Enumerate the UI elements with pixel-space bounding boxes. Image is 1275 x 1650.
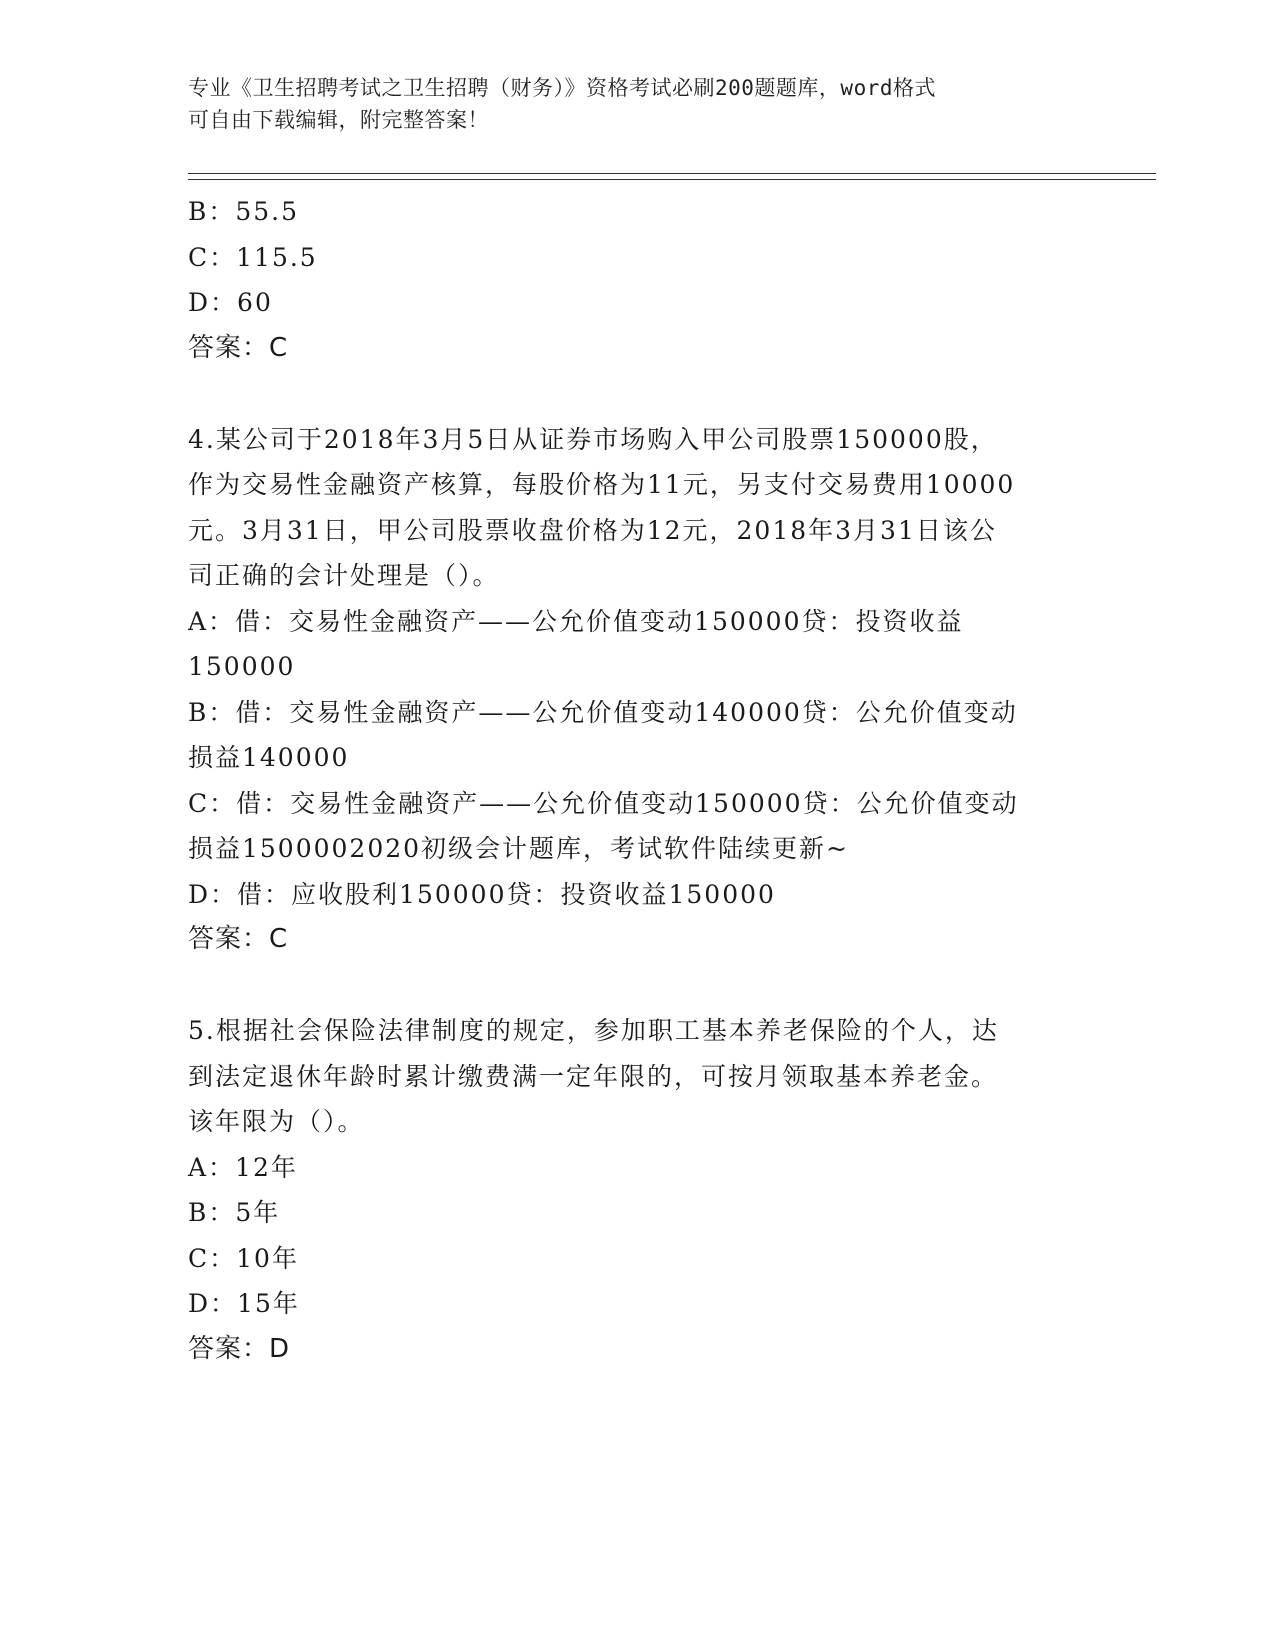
option-a-continued: 150000 bbox=[188, 652, 296, 681]
option-a: A：12年 bbox=[188, 1152, 298, 1182]
question-stem: 到法定退休年龄时累计缴费满一定年限的，可按月领取基本养老金。 bbox=[188, 1061, 999, 1091]
header-title-line-1: 专业《卫生招聘考试之卫生招聘（财务）》资格考试必刷200题题库，word格式 bbox=[188, 76, 936, 100]
option-d: D：60 bbox=[188, 288, 273, 317]
option-d: D：借：应收股利150000贷：投资收益150000 bbox=[188, 879, 776, 909]
option-b-continued: 损益140000 bbox=[188, 743, 350, 772]
option-c: C：115.5 bbox=[188, 242, 318, 272]
option-c: C：10年 bbox=[188, 1243, 299, 1273]
question-5 bbox=[188, 1008, 1088, 1372]
option-b: B：借：交易性金融资产——公允价值变动140000贷：公允价值变动 bbox=[188, 697, 1018, 727]
option-b: B：5年 bbox=[188, 1198, 281, 1227]
header-divider-top bbox=[188, 173, 1156, 174]
header-title-line-2: 可自由下载编辑，附完整答案！ bbox=[188, 108, 489, 132]
question-4 bbox=[188, 417, 1088, 963]
option-a: A：借：交易性金融资产——公允价值变动150000贷：投资收益 bbox=[188, 606, 964, 636]
option-d: D：15年 bbox=[188, 1289, 300, 1318]
question-stem: 司正确的会计处理是（）。 bbox=[188, 561, 500, 590]
option-c: C：借：交易性金融资产——公允价值变动150000贷：公允价值变动 bbox=[188, 788, 1019, 818]
option-b: B：55.5 bbox=[188, 197, 300, 226]
question-stem: 作为交易性金融资产核算，每股价格为11元，另支付交易费用10000 bbox=[188, 470, 1016, 499]
question-3-tail bbox=[188, 189, 1088, 371]
spacer bbox=[188, 371, 1088, 417]
option-c-continued: 损益1500002020初级会计题库，考试软件陆续更新~ bbox=[188, 834, 850, 863]
question-stem: 元。3月31日，甲公司股票收盘价格为12元，2018年3月31日该公 bbox=[188, 515, 997, 545]
question-stem: 4.某公司于2018年3月5日从证券市场购入甲公司股票150000股， bbox=[188, 424, 998, 454]
header-divider-bottom bbox=[188, 179, 1156, 180]
document-body bbox=[188, 189, 1088, 1372]
answer-label: 答案：D bbox=[188, 1333, 291, 1364]
document-header bbox=[188, 72, 1068, 136]
question-stem: 该年限为（）。 bbox=[188, 1107, 365, 1136]
answer-label: 答案：C bbox=[188, 924, 289, 954]
answer-label: 答案：C bbox=[188, 332, 289, 363]
question-stem: 5.根据社会保险法律制度的规定，参加职工基本养老保险的个人，达 bbox=[188, 1016, 999, 1045]
spacer bbox=[188, 963, 1088, 1009]
